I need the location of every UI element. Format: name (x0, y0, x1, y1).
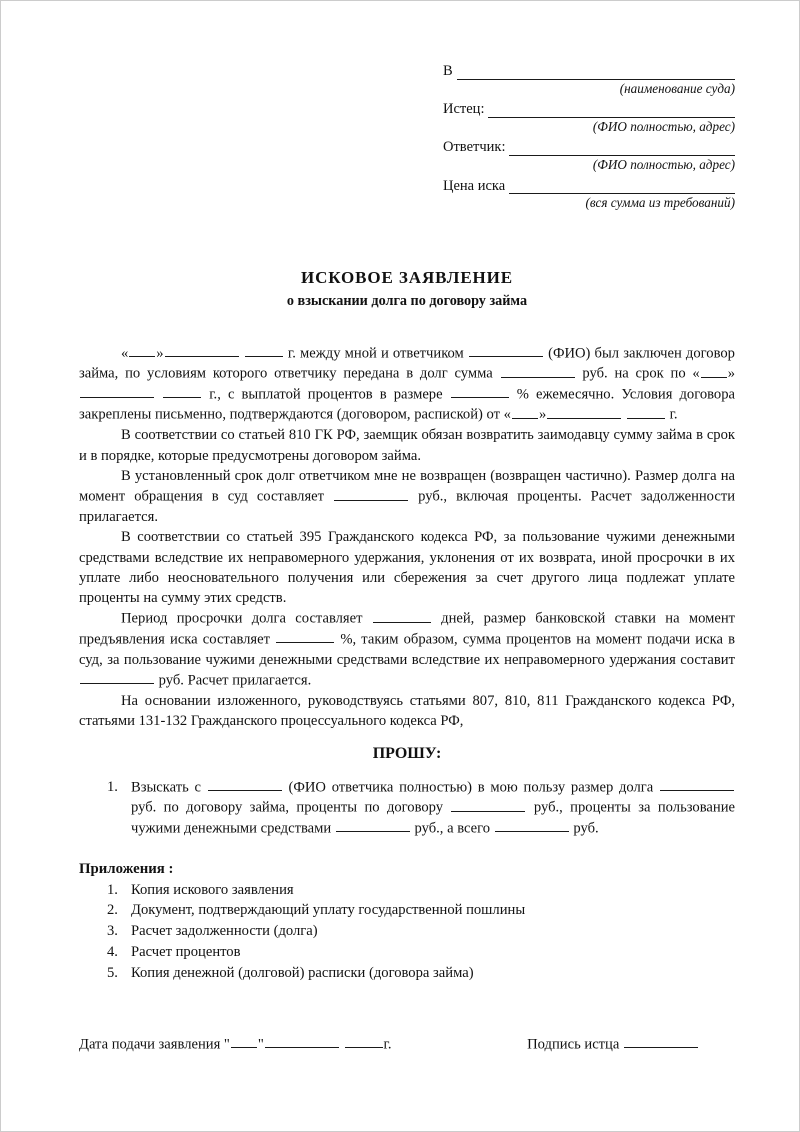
blank-claim-debt[interactable] (660, 777, 734, 791)
attachment-number: 2. (107, 902, 118, 919)
proshu-text-1: Взыскать с (131, 779, 201, 796)
p5-text-2: дней, размер банковской ставки на момент предъявления иска составляет (79, 610, 736, 648)
list-item (79, 942, 735, 963)
blank-conf-day[interactable] (512, 404, 538, 418)
document-content (79, 63, 735, 1053)
list-item (79, 921, 735, 942)
blank-due-year[interactable] (163, 384, 201, 398)
header-caption-court: (наименование суда) (619, 80, 735, 96)
blank-interest-rate[interactable] (451, 384, 509, 398)
attachment-number: 1. (107, 881, 118, 898)
blank-due-month[interactable] (80, 384, 154, 398)
header-fill-line-defendant[interactable] (509, 140, 735, 156)
blank-delay-days[interactable] (373, 608, 431, 622)
list-item (79, 900, 735, 921)
header-fill-line-claim-price[interactable] (509, 178, 735, 194)
proshu-text-4: руб., проценты за пользование чужими денежными средствами (131, 799, 735, 837)
blank-bank-rate[interactable] (276, 629, 334, 643)
document-footer (79, 1034, 735, 1053)
proshu-text-6: руб. (573, 820, 599, 837)
proshu-text-2: (ФИО ответчика полностью) в мою пользу размер долга (288, 779, 654, 796)
list-item (79, 880, 735, 901)
header-caption-plaintiff: (ФИО полностью, адрес) (592, 118, 735, 134)
list-item (79, 777, 735, 839)
p1-text-9: » (538, 406, 547, 423)
blank-claim-contract-interest[interactable] (451, 797, 525, 811)
p1-text-6: » (727, 365, 736, 382)
header-label-court: В (443, 63, 453, 79)
header-row-defendant (443, 139, 735, 156)
list-item (79, 963, 735, 984)
header-label-claim-price: Цена иска (443, 177, 506, 194)
p5-text-1: Период просрочки долга составляет (121, 610, 363, 627)
blank-conf-year[interactable] (627, 404, 665, 418)
p1-text-4: (ФИО) был заключен договор займа, по условиям которого ответчику передана в долг сумма (79, 345, 735, 382)
proshu-list (79, 777, 735, 839)
p1-text-3: г. между мной и ответчиком (287, 345, 464, 362)
court-header-block (443, 63, 735, 212)
signature-label: Подпись истца (527, 1036, 620, 1053)
blank-claim-usage-interest[interactable] (336, 818, 410, 832)
page-subtitle: о взыскании долга по договору займа (286, 292, 528, 309)
blank-filing-year[interactable] (345, 1034, 383, 1048)
blank-filing-day[interactable] (231, 1034, 257, 1048)
attachment-label: Документ, подтверждающий уплату государственной пошлины (131, 902, 526, 919)
header-caption-claim-price: (вся сумма из требований) (585, 195, 735, 211)
blank-defendant-fullname[interactable] (208, 777, 282, 791)
blank-debt-amount[interactable] (334, 486, 408, 500)
proshu-text-3: руб. по договору займа, проценты по договору (131, 799, 444, 816)
document-body (79, 343, 735, 731)
proshu-heading: ПРОШУ: (372, 744, 442, 762)
paragraph-article-810: В соответствии со статьей 810 ГК РФ, заемщик обязан возвратить заимодавцу сумму займа в срок и в порядке, которые предусмотрены договором займа. (79, 427, 735, 464)
attachments-title: Приложения : (79, 860, 174, 877)
p1-text-2: » (156, 345, 164, 362)
header-fill-line-plaintiff[interactable] (488, 102, 735, 118)
footer-date-suffix: г. (383, 1036, 392, 1053)
header-caption-defendant: (ФИО полностью, адрес) (592, 157, 735, 173)
proshu-item-number: 1. (107, 778, 118, 795)
p1-text-10: г. (669, 406, 678, 423)
document-title-block (79, 268, 735, 310)
paragraph-debt-amount (79, 466, 735, 527)
p3-text-1: В установленный срок долг ответчиком мне не возвращен (возвращен частично). Размер долга на момент обращения в суд составляет (79, 468, 735, 505)
p1-text-8: % ежемесячно. Условия договора закреплены письменно, подтверждаются (договором, распиской) от « (79, 386, 736, 423)
attachment-number: 4. (107, 944, 118, 961)
header-row-claim-price (443, 178, 735, 195)
header-row-court (443, 63, 735, 80)
footer-signature-block (527, 1034, 735, 1053)
attachment-label: Расчет процентов (131, 944, 241, 961)
footer-date-label: Дата подачи заявления " (79, 1036, 230, 1053)
footer-date-quote: " (257, 1036, 264, 1053)
blank-signature[interactable] (624, 1034, 698, 1048)
header-fill-line-court[interactable] (457, 64, 735, 80)
paragraph-article-395: В соответствии со статьей 395 Гражданского кодекса РФ, за пользование чужими денежными средствами вследствие их неправомерного удержания, уклонения от их возврата, иной просрочки в их уплате либо неосновательного получения или сбережения за счет другого лица подлежат уплате проценты на сумму этих средств. (79, 529, 735, 606)
paragraph-legal-basis: На основании изложенного, руководствуясь статьями 807, 810, 811 Гражданского кодекса РФ, статьями 131-132 Гражданского процессуального кодекса РФ, (79, 692, 735, 729)
attachment-label: Копия искового заявления (131, 881, 294, 898)
paragraph-delay-period (79, 608, 735, 690)
proshu-text-5: руб., а всего (414, 820, 491, 837)
p5-text-3: %, таким образом, сумма процентов на момент подачи иска в суд, за пользование чужими денежными средствами вследствие их неправомерного удержания составит (79, 631, 735, 668)
paragraph-contract-details (79, 343, 735, 425)
p1-text-5: руб. на срок по « (582, 365, 700, 382)
attachment-label: Копия денежной (долговой) расписки (договора займа) (131, 965, 474, 982)
p5-text-4: руб. Расчет прилагается. (158, 672, 312, 689)
blank-month[interactable] (165, 343, 239, 357)
blank-loan-sum[interactable] (501, 363, 575, 377)
p1-text-1: « (121, 345, 129, 362)
attachment-label: Расчет задолженности (долга) (131, 923, 318, 940)
attachment-number: 5. (107, 965, 118, 982)
blank-defendant-name[interactable] (469, 343, 543, 357)
blank-filing-month[interactable] (265, 1034, 339, 1048)
blank-interest-amount[interactable] (80, 670, 154, 684)
header-label-plaintiff: Истец: (443, 101, 485, 118)
blank-conf-month[interactable] (547, 404, 621, 418)
blank-day[interactable] (129, 343, 155, 357)
attachments-list (79, 880, 735, 984)
attachment-number: 3. (107, 923, 118, 940)
page-title: ИСКОВОЕ ЗАЯВЛЕНИЕ (300, 267, 514, 287)
p1-text-7: г., с выплатой процентов в размере (209, 386, 443, 403)
header-row-plaintiff (443, 101, 735, 118)
header-label-defendant: Ответчик: (443, 139, 506, 156)
blank-year[interactable] (245, 343, 283, 357)
blank-due-day[interactable] (701, 363, 727, 377)
p3-text-2: руб., включая проценты. Расчет задолженности прилагается. (79, 488, 736, 525)
blank-claim-total[interactable] (495, 818, 569, 832)
footer-date-block (79, 1034, 392, 1053)
